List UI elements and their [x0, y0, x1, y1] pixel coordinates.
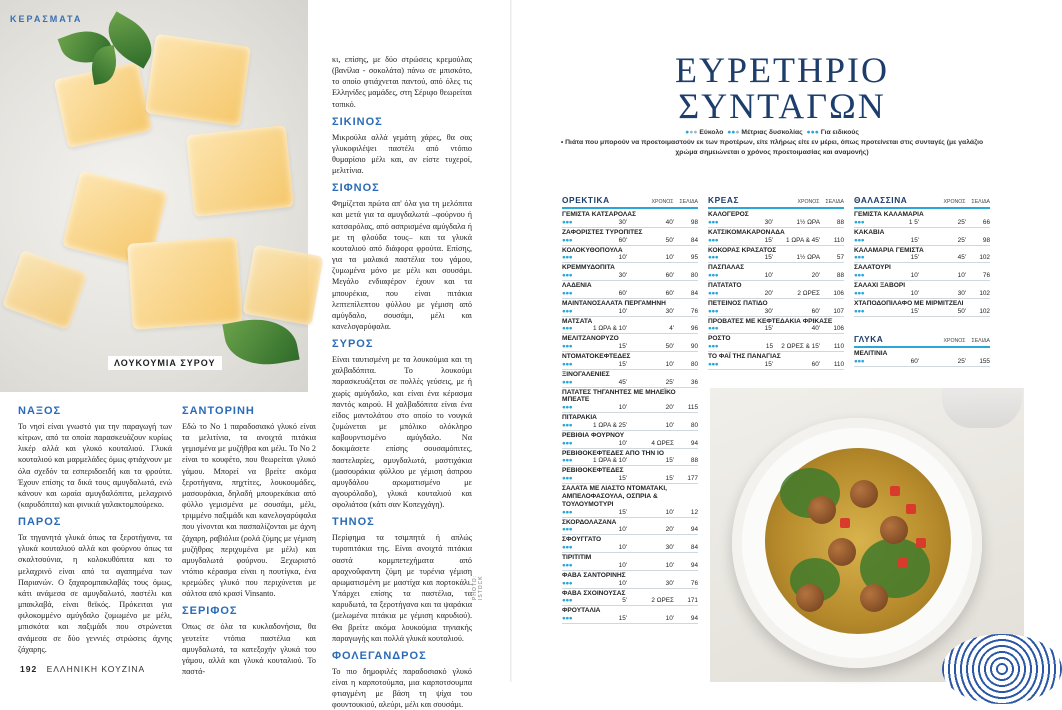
recipe-row: [708, 352, 844, 370]
recipe-row: [562, 317, 698, 335]
difficulty-dots: ●●●: [708, 360, 719, 368]
page-ref: 155: [979, 357, 990, 365]
recipe-row: [708, 317, 844, 335]
prep-time: 30': [618, 218, 627, 226]
difficulty-dots: ●●●: [708, 289, 719, 297]
cook-time: 25': [957, 357, 966, 365]
table-header: [708, 195, 844, 209]
prep-time: 1 ΩΡΑ & 10': [593, 325, 627, 333]
recipe-name: ΛΑΔΕΝΙΑ: [562, 282, 592, 290]
prep-time: 10': [910, 272, 919, 280]
recipe-row: [562, 449, 698, 467]
page-column-label: ΣΕΛΙΔΑ: [971, 199, 990, 205]
cook-time: 1½ ΩΡΑ: [796, 254, 820, 262]
cook-time: 40': [811, 325, 820, 333]
cook-time: 10': [665, 508, 674, 516]
prep-time: 15': [910, 254, 919, 262]
time-column-label: ΧΡΟΝΟΣ: [943, 199, 966, 205]
difficulty-dots: ●●●: [562, 218, 573, 226]
difficulty-dots: ●●●: [562, 615, 573, 623]
page-column-label: ΣΕΛΙΔΑ: [679, 199, 698, 205]
category-title: ΟΡΕΚΤΙΚΑ: [562, 195, 610, 205]
section-tag: ΚΕΡΑΣΜΑΤΑ: [10, 14, 83, 24]
difficulty-dots: ●●●: [562, 307, 573, 315]
recipe-row: [562, 352, 698, 370]
category-title: ΓΛΥΚΑ: [854, 334, 884, 344]
recipe-name: ΠΑΣΠΑΛΑΣ: [708, 264, 745, 272]
time-column-label: ΧΡΟΝΟΣ: [797, 199, 820, 205]
page-ref: 12: [690, 508, 698, 516]
island-paragraph: Μικρούλα αλλά γεμάτη χάρες, θα σας γλυκοφιλέψει παστέλι από ντόπιο θυμαρίσιο μέλι και, αν είστε τυχεροί, μελιτίνια.: [332, 132, 472, 176]
prep-time: 10': [618, 544, 627, 552]
time-column-label: ΧΡΟΝΟΣ: [651, 199, 674, 205]
island-heading: ΦΟΛΕΓΑΝΔΡΟΣ: [332, 649, 427, 662]
recipe-row: [562, 535, 698, 553]
page-ref: 107: [833, 307, 844, 315]
recipe-name: ΚΑΚΑΒΙΑ: [854, 228, 885, 236]
recipe-row: [854, 281, 990, 299]
recipe-name: ΜΑΤΣΑΤΑ: [562, 317, 593, 325]
page-ref: 94: [690, 526, 698, 534]
cook-time: 60': [811, 307, 820, 315]
legend-medium: Μέτριας δυσκολίας: [741, 129, 803, 136]
difficulty-dots: ●●●: [562, 254, 573, 262]
table-thalassina: [854, 195, 990, 317]
recipe-row: [854, 349, 990, 367]
cook-time: 4 ΩΡΕΣ: [651, 439, 674, 447]
recipe-row: [562, 589, 698, 607]
table-glyka: [854, 334, 990, 367]
recipe-name: ΣΚΟΡΔΟΛΑΖΑΝΑ: [562, 518, 617, 526]
prep-time: 15': [910, 307, 919, 315]
recipe-name: ΜΕΛΙΤΙΝΙΑ: [854, 350, 888, 357]
legend-expert: Για ειδικούς: [820, 129, 859, 136]
cook-time: 25': [665, 378, 674, 386]
prep-time: 15': [618, 360, 627, 368]
difficulty-dots: ●●●: [562, 457, 573, 465]
recipe-name: ΚΟΛΟΚΥΘΟΠΟΥΛΑ: [562, 246, 623, 254]
difficulty-dots: ●●●: [854, 236, 865, 244]
prep-time: 15': [764, 325, 773, 333]
recipe-row: [854, 246, 990, 264]
island-paragraph: Το πιο δημοφιλές παραδοσιακό γλυκό είναι η καρποτούμπα, μια καρποτσουμπα φτιαγμένη με βάση τη ψίχα του φουντουκιού, αλεύρι, μέλι και σουσάμι.: [332, 666, 472, 710]
cook-time: 50': [957, 307, 966, 315]
page-ref: 94: [690, 439, 698, 447]
island-paragraph: Όπως σε όλα τα κυκλαδονήσια, θα γευτείτε ντόπια παστέλια και αμυγδαλωτά, τα κατεξοχήν γλυκά του γάμου, αλλά και γλυκά κουταλιού. Το παστά-: [182, 622, 316, 677]
cook-time: 15': [665, 475, 674, 483]
recipe-name: ΝΤΟΜΑΤΟΚΕΦΤΕΔΕΣ: [562, 353, 631, 361]
prep-time: 10': [618, 254, 627, 262]
cook-time: 20': [665, 526, 674, 534]
cook-time: 2 ΩΡΕΣ: [797, 289, 820, 297]
island-heading: ΣΑΝΤΟΡΙΝΗ: [182, 405, 255, 417]
recipe-name: ΖΑΦΟΡΙΣΤΕΣ ΤΥΡΟΠΙΤΕΣ: [562, 228, 643, 236]
recipe-row: [562, 571, 698, 589]
difficulty-dots: ●●●: [708, 325, 719, 333]
island-heading: ΤΗΝΟΣ: [332, 516, 375, 529]
prep-time: 30': [764, 218, 773, 226]
category-title: ΘΑΛΑΣΣΙΝΑ: [854, 195, 908, 205]
page-ref: 84: [690, 544, 698, 552]
prep-time: 10': [618, 404, 627, 412]
recipe-name: ΜΑΙΝΤΑΝΟΣΑΛΑΤΑ ΠΕΡΓΑΜΗΝΗ: [562, 299, 666, 307]
loukoumia-photo: [0, 0, 308, 392]
difficulty-dots: ●●●: [854, 307, 865, 315]
prep-time: 60': [618, 236, 627, 244]
prep-time: 15': [764, 236, 773, 244]
difficulty-dots: ●●●: [562, 378, 573, 386]
recipe-name: ΡΕΒΙΘΙΑ ΦΟΥΡΝΟΥ: [562, 431, 625, 439]
recipe-row: [562, 299, 698, 317]
recipe-name: ΚΑΛΟΓΕΡΟΣ: [708, 211, 749, 218]
page-ref: 94: [690, 561, 698, 569]
page-ref: 102: [979, 307, 990, 315]
cook-time: 10': [665, 360, 674, 368]
island-heading: ΠΑΡΟΣ: [18, 516, 62, 529]
prep-time: 5': [622, 597, 627, 605]
island-paragraph: Τα τηγανητά γλυκά όπως τα ξεροτήγανα, τα γλυκά κουταλιού αλλά και φούρνου όπως τα σκαλτσούνια, η κολοκυθόπιτα και το μελαχρινό είναι από τα αγαπημένα των Παριανών. Ο ξαχαρομπακλαβάς τους όμως, κάτι ανάμεσα σε αμυγδαλωτό, παστέλι και μπακλαβά, είναι θεϊκός. Πρόκειται για φιλοκομμένο αμύγδαλο ζυμωμένο με μέλι, μπισκότα και παξιμάδι που στρώνεται ανάμεσα σε δύο γεννιές στρώσεις άχνης ζάχαρης.: [18, 533, 172, 654]
difficulty-dots: ●●●: [854, 357, 865, 365]
page-ref: 88: [836, 272, 844, 280]
difficulty-dots: ●●●: [708, 307, 719, 315]
recipe-name: ΠΑΤΑΤΑΤΟ: [708, 282, 742, 290]
cook-time: 30': [665, 579, 674, 587]
cook-time: 15': [665, 457, 674, 465]
prep-time: 15': [618, 508, 627, 516]
recipe-row: [562, 431, 698, 449]
page-ref: 98: [982, 236, 990, 244]
island-paragraph: Φημίζεται πρώτα απ' όλα για τη μελόπιτα και μετά για τα αμυγδαλωτά –φούρνου ή κατσαρόλας, από ασπρισμένα αμύγδαλα ή με τη φλούδα τους– και τα γλυκά κουταλιού από διάφορα φρούτα. Επίσης, για τα μαλακά παστέλια του γάμου, ζυμωμένα μόνο με μέλι και σουσάμι. Μεγάλο ενδιαφέρον έχουν και τα μπουρέκια, που είναι πιτάκια λεπτεπίλεπτου φύλλου με γέμιση από αμύγδαλο, σουσάμι, μέλι και κανελογαρύφαλα.: [332, 199, 472, 332]
cook-time: 10': [665, 254, 674, 262]
cook-time: 30': [665, 307, 674, 315]
recipe-row: [854, 210, 990, 228]
page-ref: 106: [833, 289, 844, 297]
dish-photo: [710, 388, 1024, 682]
recipe-name: ΧΤΑΠΟΔΟΠΙΛΑΦΟ ΜΕ ΜΙΡΜΙΤΖΕΛΙ: [854, 299, 964, 307]
difficulty-dots: ●●●: [562, 579, 573, 587]
recipe-name: ΡΟΣΤΟ: [708, 335, 731, 343]
prep-time: 10': [618, 579, 627, 587]
page-ref: 110: [833, 236, 844, 244]
left-page: [0, 0, 512, 710]
cook-time: 2 ΩΡΕΣ & 15': [781, 343, 820, 351]
page-ref: 80: [690, 360, 698, 368]
title-line-1: ΕΥΡΕΤΗΡΙΟ: [675, 50, 889, 90]
recipe-name: ΠΕΤΕΙΝΟΣ ΠΑΤΙΔΟ: [708, 299, 768, 307]
difficulty-dots: ●●●: [562, 421, 573, 429]
table-kreas: [708, 195, 844, 370]
island-paragraph: Εδώ το Νο 1 παραδοσιακό γλυκό είναι τα μελιτίνια, τα ανοιχτά πιτάκια γεμισμένα με μυζήθρα και μέλι. Το Νο 2 είναι το κουφέτο, που θεωρείται γλυκό γάμου. Μπορεί να βρείτε ακόμα ξεροτήγανα, πηχτίτες, λουκουμάδες, μασουράκια, δηλαδή μπουρεκάκια από φύλλο γεμισμένα με σουσάμι, μέλι, τριμμένο παξιμάδι και κανελογαρύφαλα που γίνονται και πασπαλίζονται με άχνη ζάχαρη, ραβιόλια (ρολά ζύμης με γέμιση μυζήθρας περιχυμένα με μέλι) και αμυγδαλωτά φούρνου. Ξεχωριστό ντόπιο κέρασμα είναι η πουτίγκα, ένα κρεμώδες γλυκό που περιχύνεται με σάλτσα από κρασί Vinsanto.: [182, 421, 316, 599]
difficulty-dots: ●●●: [562, 439, 573, 447]
time-column-label: ΧΡΟΝΟΣ: [943, 338, 966, 344]
recipe-row: [562, 210, 698, 228]
cook-time: 30': [957, 289, 966, 297]
recipe-row: [562, 553, 698, 571]
cook-time: 10': [665, 561, 674, 569]
difficulty-dots: ●●●: [562, 561, 573, 569]
difficulty-dots: ●●●: [708, 272, 719, 280]
recipe-name: ΞΙΝΟΓΑΛΕΝΙΕΣ: [562, 370, 610, 378]
page-ref: 76: [690, 307, 698, 315]
index-title: [612, 52, 952, 124]
recipe-name: ΜΕΛΙΤΖΑΝΟΡΥΖΟ: [562, 335, 619, 343]
cook-time: 25': [957, 236, 966, 244]
page-ref: 80: [690, 272, 698, 280]
recipe-name: ΣΑΛΑΤΑ ΜΕ ΛΙΑΣΤΟ ΝΤΟΜΑΤΑΚΙ, ΑΜΠΕΛΟΦΑΣΟΥΛΑ, ΟΣΠΡΙΑ & ΤΟΥΛΟΥΜΟΤΥΡΙ: [562, 485, 667, 508]
page-number: 192: [20, 664, 38, 674]
cook-time: 60': [811, 360, 820, 368]
recipe-name: ΤΟ ΦΑΪ ΤΗΣ ΠΑΝΑΓΙΑΣ: [708, 353, 781, 361]
recipe-row: [562, 263, 698, 281]
page-ref: 106: [833, 325, 844, 333]
recipe-row: [708, 263, 844, 281]
cook-time: 4': [669, 325, 674, 333]
recipe-name: ΡΕΒΙΘΟΚΕΦΤΕΔΕΣ ΑΠΟ ΤΗΝ ΙΟ: [562, 449, 664, 457]
table-header: [854, 334, 990, 348]
recipe-name: ΠΡΟΒΑΤΕΣ ΜΕ ΚΕΦΤΕΔΑΚΙΑ ΦΡΙΚΑΣΕ: [708, 317, 833, 325]
prep-time: 60': [618, 289, 627, 297]
recipe-name: ΚΑΤΣΙΚΟΜΑΚΑΡΟΝΑΔΑ: [708, 228, 785, 236]
recipe-name: ΠΑΤΑΤΕΣ ΤΗΓΑΝΗΤΕΣ ΜΕ ΜΗΛΕΪΚΟ ΜΠΕΑΤΕ: [562, 388, 676, 404]
recipe-name: ΣΦΟΥΓΓΑΤΟ: [562, 536, 602, 544]
page-ref: 177: [687, 475, 698, 483]
recipe-name: ΦΑΒΑ ΣΧΟΙΝΟΥΣΑΣ: [562, 589, 626, 597]
difficulty-dots: ●●●: [562, 360, 573, 368]
page-ref: 96: [690, 325, 698, 333]
prep-time: 15': [618, 475, 627, 483]
island-paragraph: Είναι ταυτισμένη με τα λουκούμια και τη χαλβαδόπιτα. Το λουκούμι παρασκευάζεται σε πολλές γεύσεις, με ή χωρίς αμύγδαλο, και είναι ένα κέρασμα παντός καιρού. Η χαλβαδόπιτα είναι ένα είδος μαντολάτου στο οποίο το νουγκά ζυμώνεται με μπόλικο ολόκληρο καβουρντισμένο αμύγδαλο. Να δοκιμάσετε επίσης σουσαμόπιτες, παστελαρίες, αμυγδαλωτά, μαστιχάκια (μασουράκια φύλλου με γέμιση άσπρου αμυγδάλου αρωματισμένο με αγουρόλαδο), γλυκά κουταλιού και σφολιάτσα (κάτι σαν Κοπεγχάγη).: [332, 355, 472, 510]
cook-time: 50': [665, 236, 674, 244]
page-ref: 80: [690, 421, 698, 429]
page-ref: 76: [982, 272, 990, 280]
recipe-row: [562, 413, 698, 431]
recipe-row: [562, 518, 698, 536]
prep-time: 1 5': [908, 218, 919, 226]
page-ref: 76: [690, 579, 698, 587]
difficulty-dots: ●●●: [854, 218, 865, 226]
cook-time: 30': [665, 544, 674, 552]
prep-time: 10': [618, 439, 627, 447]
page-ref: 57: [836, 254, 844, 262]
recipe-row: [562, 606, 698, 624]
island-heading: ΣΥΡΟΣ: [332, 338, 374, 351]
page-ref: 94: [690, 615, 698, 623]
cook-time: 20': [811, 272, 820, 280]
prep-time: 10': [618, 307, 627, 315]
prep-time: 15: [765, 343, 773, 351]
island-heading: ΝΑΞΟΣ: [18, 405, 62, 417]
difficulty-dots: ●●●: [562, 343, 573, 351]
recipe-row: [562, 370, 698, 388]
right-page: [512, 0, 1024, 682]
recipe-row: [708, 246, 844, 264]
page-ref: 90: [690, 343, 698, 351]
page-folio: [20, 664, 145, 674]
cook-time: 2 ΩΡΕΣ: [651, 597, 674, 605]
recipe-name: ΚΡΕΜΜΥΔΟΠΙΤΑ: [562, 264, 615, 272]
cook-time: 60': [665, 272, 674, 280]
recipe-name: ΣΑΛΑΧΙ ΞΑΒΟΡΙ: [854, 282, 906, 290]
recipe-name: ΤΙΡΙΤΙΤΙΜ: [562, 554, 592, 562]
page-ref: 110: [833, 343, 844, 351]
page-ref: 171: [687, 597, 698, 605]
page-column-label: ΣΕΛΙΔΑ: [971, 338, 990, 344]
prep-time: 1 ΩΡΑ & 25': [593, 421, 627, 429]
page-ref: 102: [979, 254, 990, 262]
page-ref: 66: [982, 218, 990, 226]
difficulty-dots: ●●●: [708, 343, 719, 351]
cook-time: 60': [665, 289, 674, 297]
recipe-row: [562, 228, 698, 246]
recipe-row: [562, 246, 698, 264]
recipe-row: [708, 228, 844, 246]
photo-credit: PHOTO: ISTOCK: [472, 574, 484, 600]
prep-time: 1 ΩΡΑ & 10': [593, 457, 627, 465]
difficulty-dots: ●●●: [562, 325, 573, 333]
recipe-name: ΣΑΛΑΤΟΥΡΙ: [854, 264, 891, 272]
difficulty-dots: ●●●: [562, 526, 573, 534]
page-ref: 36: [690, 378, 698, 386]
prep-time: 30': [618, 272, 627, 280]
magazine-title: ΕΛΛΗΝΙΚΗ ΚΟΥΖΙΝΑ: [46, 664, 146, 674]
recipe-row: [562, 388, 698, 414]
island-paragraph: Περίφημα τα τσιμπητά ή απλώς τυροπιτάκια της. Είναι ανοιχτά πιτάκια σαστά κομμπετεχήματα από αραχνοΰφαντη ζύμη με τυρένια γέμιση αρωματισμένη με μαστίχα και πορτοκάλι. Υπάρχει επίσης τα παστέλια, τα καρυδωτά, τα ξεροτήγανα και τα ψαράκια (μελωμένα πιτάκια με γέμιση καρυδιού). Θα βρείτε ακόμα λουκούμια τηνιακής παραγωγής και πολλά γλυκά κουταλιού.: [332, 533, 472, 643]
difficulty-dots: ●●●: [562, 508, 573, 516]
text-column-1: [18, 404, 172, 655]
page-ref: 84: [690, 289, 698, 297]
difficulty-dots: ●●●: [854, 254, 865, 262]
difficulty-dots: ●●●: [562, 272, 573, 280]
island-heading: ΣΙΦΝΟΣ: [332, 182, 380, 195]
recipe-row: [708, 281, 844, 299]
recipe-name: ΚΑΛΑΜΑΡΙΑ ΓΕΜΙΣΤΑ: [854, 246, 924, 254]
page-ref: 88: [690, 457, 698, 465]
recipe-row: [854, 263, 990, 281]
page-ref: 102: [979, 289, 990, 297]
prep-time: 45': [618, 378, 627, 386]
prep-time: 60': [910, 357, 919, 365]
prep-time: 20': [764, 289, 773, 297]
recipe-name: ΓΕΜΙΣΤΑ ΚΑΤΣΑΡΟΛΑΣ: [562, 211, 636, 218]
cook-time: 10': [665, 615, 674, 623]
prep-time: 10': [910, 289, 919, 297]
recipe-name: ΓΕΜΙΣΤΑ ΚΑΛΑΜΑΡΙΑ: [854, 211, 924, 218]
difficulty-dots: ●●●: [854, 289, 865, 297]
cook-time: 50': [665, 343, 674, 351]
difficulty-dots: ●●●: [562, 597, 573, 605]
recipe-name: ΠΙΤΑΡΑΚΙΑ: [562, 414, 597, 422]
cook-time: 20': [665, 404, 674, 412]
recipe-name: ΚΟΚΟΡΑΣ ΚΡΑΣΑΤΟΣ: [708, 246, 777, 254]
island-paragraph: κι, επίσης, με δύο στρώσεις κρεμούλας (βανίλια - σοκολάτα) πάνω σε μπισκότο, το οποίο φτιάχνεται παντού, από όλες τις Ελληνίδες μαμάδες, στη Σέριφο θεωρείται τοπικό.: [332, 55, 472, 109]
recipe-row: [562, 484, 698, 517]
island-heading: ΣΕΡΙΦΟΣ: [182, 605, 238, 618]
difficulty-dots: ●●●: [562, 544, 573, 552]
prep-time: 15': [618, 615, 627, 623]
text-column-2: [182, 404, 316, 677]
prep-time: 30': [764, 307, 773, 315]
page-ref: 115: [687, 404, 698, 412]
photo-caption: ΛΟΥΚΟΥΜΙΑ ΣΥΡΟΥ: [108, 356, 222, 370]
prep-time: 15': [618, 343, 627, 351]
recipe-row: [562, 466, 698, 484]
cook-time: 25': [957, 218, 966, 226]
page-ref: 98: [690, 218, 698, 226]
page-column-label: ΣΕΛΙΔΑ: [825, 199, 844, 205]
cook-time: 1½ ΩΡΑ: [796, 218, 820, 226]
recipe-name: ΦΡΟΥΤΑΛΙΑ: [562, 607, 601, 615]
legend-easy: Εύκολο: [699, 129, 724, 136]
table-orektika: [562, 195, 698, 624]
table-header: [562, 195, 698, 209]
cook-time: 45': [957, 254, 966, 262]
recipe-row: [854, 228, 990, 246]
legend-note: • Πιάτα που μπορούν να προετοιμαστούν εκ των προτέρων, είτε πλήρως είτε εν μέρει, όπως προτείνεται στις συνταγές (με γαλάζιο χρώμα σημειώνεται ο χρόνος προετοιμασίας και αναμονής): [560, 139, 984, 157]
difficulty-legend: ●●● Εύκολο ●●● Μέτριας δυσκολίας ●●● Για ειδικούς • Πιάτα που μπορούν να προετοιμαστούν εκ των προτέρων, είτε πλήρως είτε εν μέρει, όπως προτείνεται στις συνταγές (με γαλάζιο χρώμα σημειώνεται ο χρόνος προετοιμασίας και αναμονής): [552, 128, 992, 159]
difficulty-dots: ●●●: [854, 272, 865, 280]
cook-time: 40': [665, 218, 674, 226]
page-ref: 84: [690, 236, 698, 244]
prep-time: 10': [618, 526, 627, 534]
page-ref: 95: [690, 254, 698, 262]
difficulty-dots: ●●●: [708, 218, 719, 226]
recipe-row: [708, 299, 844, 317]
difficulty-dots: ●●●: [562, 475, 573, 483]
difficulty-dots: ●●●: [708, 254, 719, 262]
prep-time: 15': [910, 236, 919, 244]
title-line-2: ΣΥΝΤΑΓΩΝ: [678, 86, 886, 126]
recipe-row: [562, 334, 698, 352]
difficulty-dots: ●●●: [562, 236, 573, 244]
recipe-name: ΦΑΒΑ ΣΑΝΤΟΡΙΝΗΣ: [562, 571, 626, 579]
recipe-row: [562, 281, 698, 299]
text-column-3: [332, 54, 472, 710]
difficulty-dots: ●●●: [708, 236, 719, 244]
island-heading: ΣΙΚΙΝΟΣ: [332, 115, 383, 128]
page-ref: 110: [833, 360, 844, 368]
cook-time: 10': [957, 272, 966, 280]
page-ref: 88: [836, 218, 844, 226]
category-title: ΚΡΕΑΣ: [708, 195, 740, 205]
island-paragraph: Το νησί είναι γνωστό για την παραγωγή των κίτρων, από τα οποία παρασκευάζουν κυρίως λικέρ αλλά και γλυκό κουταλιού. Γλυκά κουταλιού και μαρμελάδες όμως φτιάχνουν με όλα σχεδόν τα εσπεριδοειδή και τα φρούτα. Έχουν επίσης τα δικά τους αμυγδαλωτά, ενώ κάνουν και ωραία αμυγδαλόπιτα, μελαχρινό (καρυδόπιτα) και φινικιά γαλακτομπούρεκο.: [18, 421, 172, 510]
table-header: [854, 195, 990, 209]
recipe-row: [708, 210, 844, 228]
prep-time: 10': [618, 561, 627, 569]
prep-time: 15': [764, 360, 773, 368]
cook-time: 10': [665, 421, 674, 429]
recipe-row: [708, 334, 844, 352]
difficulty-dots: ●●●: [562, 289, 573, 297]
cook-time: 1 ΩΡΑ & 45': [786, 236, 820, 244]
difficulty-dots: ●●●: [562, 404, 573, 412]
prep-time: 15': [764, 254, 773, 262]
recipe-name: ΡΕΒΙΘΟΚΕΦΤΕΔΕΣ: [562, 467, 624, 475]
prep-time: 10': [764, 272, 773, 280]
recipe-row: [854, 299, 990, 317]
